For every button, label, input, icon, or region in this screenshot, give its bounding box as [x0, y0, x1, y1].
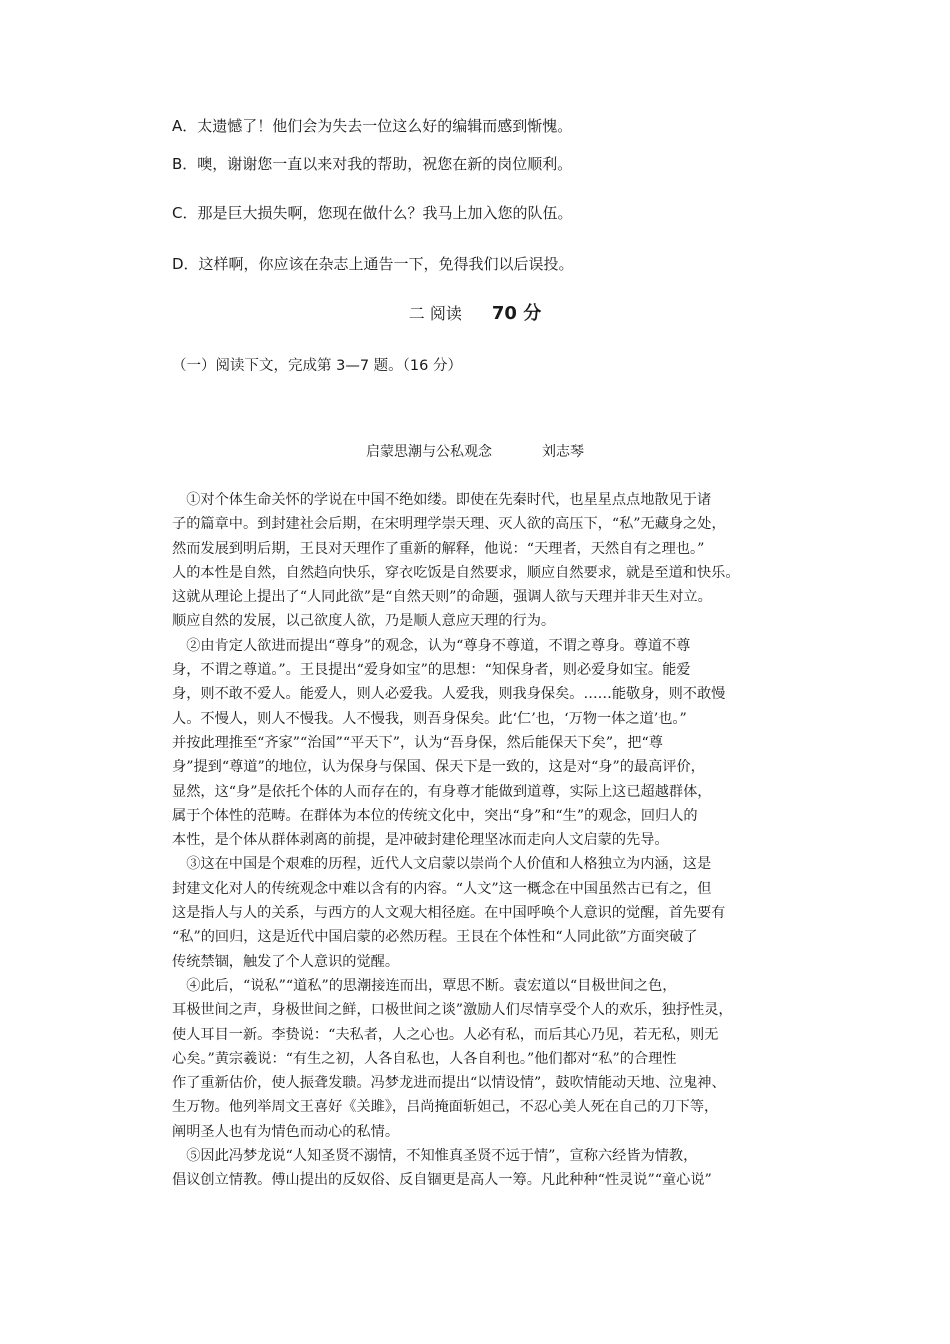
section-label: 二 阅读: [408, 304, 462, 323]
article-line: ⑤因此冯梦龙说“人知圣贤不溺情，不知惟真圣贤不远于情”，宣称六经皆为情教，: [172, 1148, 698, 1165]
article-line: 耳极世间之声，身极世间之鲜，口极世间之谈”激励人们尽情享受个人的欢乐，独抒性灵，: [172, 1002, 733, 1019]
article-line: 子的篇章中。到封建社会后期，在宋明理学崇天理、灭人欲的高压下，“私”无藏身之处，: [172, 516, 726, 533]
article-line: ③这在中国是个艰难的历程，近代人文启蒙以崇尚个人价值和人格独立为内涵，这是: [172, 856, 712, 873]
article-line: 生万物。他列举周文王喜好《关雎》，吕尚掩面斩妲己，不忍心美人死在自己的刀下等，: [172, 1099, 719, 1116]
article-line: 这就从理论上提出了“人同此欲”是“自然天则”的命题，强调人欲与天理并非天生对立。: [172, 589, 712, 606]
option-b: B．噢，谢谢您一直以来对我的帮助，祝您在新的岗位顺利。: [172, 155, 573, 173]
article-line: 阐明圣人也有为情色而动心的私情。: [172, 1123, 400, 1140]
article-body: [172, 488, 808, 1193]
article-line: ①对个体生命关怀的学说在中国不绝如缕。即使在先秦时代，也星星点点地散见于诸: [172, 492, 712, 508]
article-line: 本性，是个体从群体剥离的前提，是冲破封建伦理坚冰而走向人文启蒙的先导。: [172, 832, 669, 849]
article-line: 顺应自然的发展，以己欲度人欲，乃是顺人意应天理的行为。: [172, 613, 556, 630]
article-line: 人。不慢人，则人不慢我。人不慢我，则吾身保矣。此‘仁’也，‘万物一体之道’也。”: [172, 710, 687, 727]
article-line: 心矣。”黄宗羲说：“有生之初，人各自私也，人各自利也。”他们都对“私”的合理性: [172, 1050, 677, 1067]
article-line: 属于个体性的范畴。在群体为本位的传统文化中，突出“身”和“生”的观念，回归人的: [172, 807, 698, 824]
article-line: 这是指人与人的关系，与西方的人文观大相径庭。在中国呼唤个人意识的觉醒，首先要有: [172, 905, 726, 922]
article-author: 刘志琴: [542, 444, 584, 460]
article-line: 身”提到“尊道”的地位，认为保身与保国、保天下是一致的，这是对“身”的最高评价，: [172, 759, 705, 776]
article-title: 启蒙思潮与公私观念: [366, 444, 492, 460]
question-intro: （一）阅读下文，完成第 3—7 题。（16 分）: [172, 358, 462, 374]
article-line: 身，不谓之尊道。”。王艮提出“爱身如宝”的思想：“知保身者，则必爱身如宝。能爱: [172, 662, 691, 679]
article-line: 作了重新估价，使人振聋发聩。冯梦龙进而提出“以情设情”，鼓吹情能动天地、泣鬼神、: [172, 1075, 726, 1092]
article-header: [0, 442, 950, 462]
section-score: 70 分: [491, 303, 542, 324]
option-a: A．太遗憾了！他们会为失去一位这么好的编辑而感到惭愧。: [172, 117, 573, 135]
article-line: ④此后，“说私”“道私”的思潮接连而出，覃思不断。袁宏道以“目极世间之色，: [172, 977, 677, 994]
article-line: 传统禁锢，触发了个人意识的觉醒。: [172, 953, 400, 970]
article-line: 并按此理推至“齐家”“治国”“平天下”，认为“吾身保，然后能保天下矣”，把“尊: [172, 734, 663, 751]
option-d: D．这样啊，你应该在杂志上通告一下，免得我们以后误投。: [172, 255, 574, 273]
section-heading: [0, 302, 950, 326]
article-line: 使人耳目一新。李贽说：“夫私者，人之心也。人必有私，而后其心乃见，若无私，则无: [172, 1026, 719, 1043]
article-line: 身，则不敢不爱人。能爱人，则人必爱我。人爱我，则我身保矣。……能敬身，则不敢慢: [172, 686, 726, 703]
article-line: 倡议创立情教。傅山提出的反奴俗、反自锢更是高人一筹。凡此种种“性灵说”“童心说”: [172, 1172, 712, 1189]
article-line: 封建文化对人的传统观念中难以含有的内容。“人文”这一概念在中国虽然古已有之，但: [172, 880, 712, 897]
article-line: ②由肯定人欲进而提出“尊身”的观念，认为“尊身不尊道，不谓之尊身。尊道不尊: [172, 637, 691, 654]
article-line: 然而发展到明后期，王艮对天理作了重新的解释，他说：“天理者，天然自有之理也。”: [172, 540, 705, 557]
article-line: 显然，这“身”是依托个体的人而存在的，有身尊才能做到道尊，实际上这已超越群体，: [172, 783, 712, 800]
article-line: 人的本性是自然，自然趋向快乐，穿衣吃饭是自然要求，顺应自然要求，就是至道和快乐。: [172, 564, 740, 581]
article-line: “私”的回归，这是近代中国启蒙的必然历程。王艮在个体性和“人同此欲”方面突破了: [172, 929, 698, 946]
option-c: C．那是巨大损失啊，您现在做什么？我马上加入您的队伍。: [172, 204, 573, 222]
